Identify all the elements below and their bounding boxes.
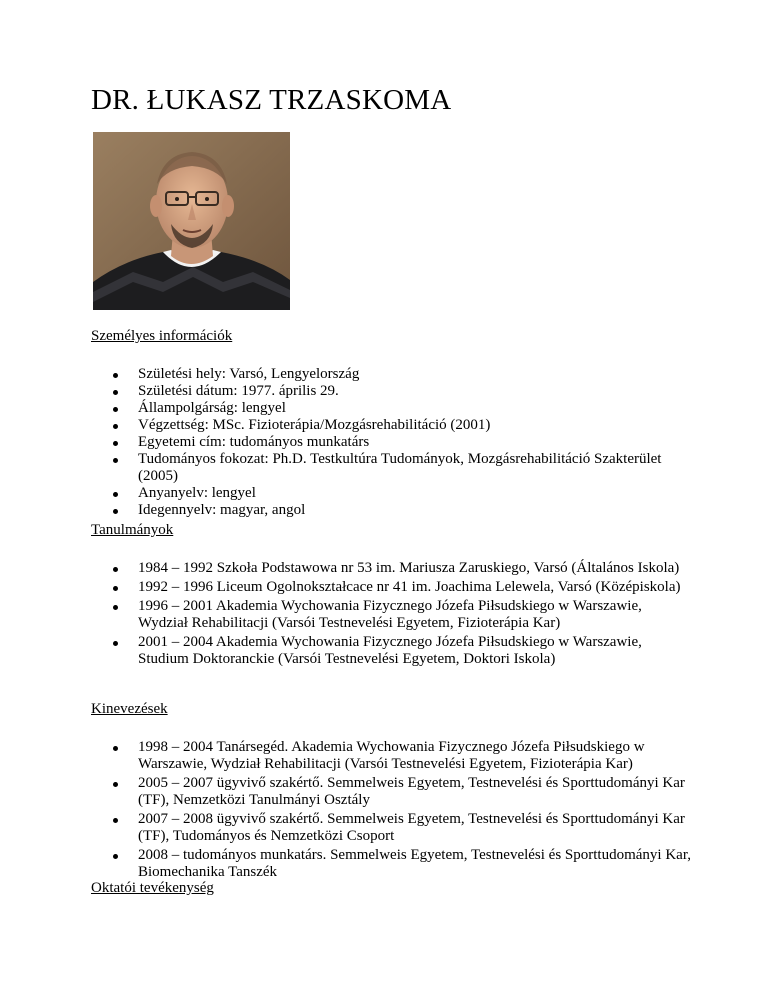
section-personal-info <box>91 328 691 519</box>
list-item: Születési hely: Varsó, Lengyelország <box>138 366 691 383</box>
list-item: Állampolgárság: lengyel <box>138 400 691 417</box>
list-item: 1998 – 2004 Tanársegéd. Akademia Wychowania Fizycznego Józefa Piłsudskiego w Warszawie, Wydział Rehabilitacji (Varsói Testnevelési Egyetem, Fizioterápia Kar) <box>138 739 691 773</box>
list-item: Idegennyelv: magyar, angol <box>138 502 691 519</box>
section-heading-teaching: Oktatói tevékenység <box>91 880 214 896</box>
section-heading-appointments: Kinevezések <box>91 701 168 717</box>
list-item: Születési dátum: 1977. április 29. <box>138 383 691 400</box>
appointments-list <box>91 739 691 881</box>
list-item: 1996 – 2001 Akademia Wychowania Fizycznego Józefa Piłsudskiego w Warszawie, Wydział Rehabilitacji (Varsói Testnevelési Egyetem, Fizioterápia Kar) <box>138 598 691 632</box>
section-heading-personal: Személyes információk <box>91 328 233 344</box>
section-studies <box>91 522 691 670</box>
portrait-photo <box>93 132 290 310</box>
studies-list <box>91 560 691 668</box>
list-item: Végzettség: MSc. Fizioterápia/Mozgásrehabilitáció (2001) <box>138 417 691 434</box>
section-teaching <box>91 880 691 918</box>
list-item: 2005 – 2007 ügyvivő szakértő. Semmelweis Egyetem, Testnevelési és Sporttudományi Kar (TF), Nemzetközi Tanulmányi Osztály <box>138 775 691 809</box>
list-item: 1984 – 1992 Szkoła Podstawowa nr 53 im. Mariusza Zaruskiego, Varsó (Általános Iskola) <box>138 560 691 577</box>
list-item: 2007 – 2008 ügyvivő szakértő. Semmelweis Egyetem, Testnevelési és Sporttudományi Kar (TF), Tudományos és Nemzetközi Csoport <box>138 811 691 845</box>
personal-info-list <box>91 366 691 519</box>
list-item: Egyetemi cím: tudományos munkatárs <box>138 434 691 451</box>
list-item: 2008 – tudományos munkatárs. Semmelweis Egyetem, Testnevelési és Sporttudományi Kar, Biomechanika Tanszék <box>138 847 691 880</box>
list-item: Tudományos fokozat: Ph.D. Testkultúra Tudományok, Mozgásrehabilitáció Szakterület (2005) <box>138 451 691 485</box>
section-heading-studies: Tanulmányok <box>91 522 174 538</box>
portrait-photo-icon <box>93 132 290 310</box>
section-appointments <box>91 701 691 883</box>
list-item: 2001 – 2004 Akademia Wychowania Fizycznego Józefa Piłsudskiego w Warszawie, Studium Doktoranckie (Varsói Testnevelési Egyetem, Doktori Iskola) <box>138 634 691 668</box>
page-title: DR. ŁUKASZ TRZASKOMA <box>91 84 452 116</box>
list-item: Anyanyelv: lengyel <box>138 485 691 502</box>
list-item: 1992 – 1996 Liceum Ogolnokształcace nr 41 im. Joachima Lelewela, Varsó (Középiskola) <box>138 579 691 596</box>
